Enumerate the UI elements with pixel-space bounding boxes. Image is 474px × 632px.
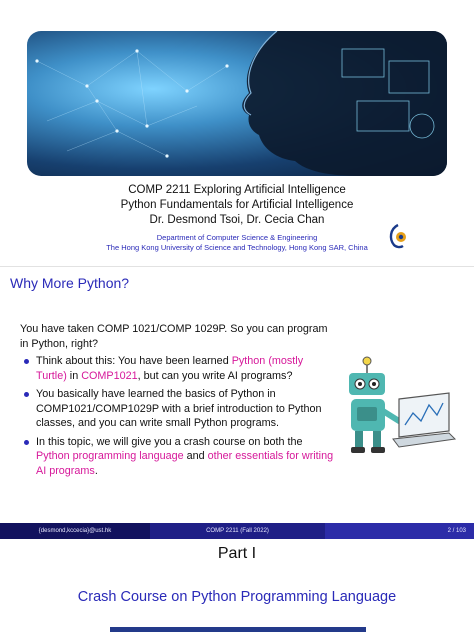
bullet-list bbox=[20, 354, 335, 478]
bullet-text: , but can you write AI programs? bbox=[137, 369, 293, 382]
course-title: COMP 2211 Exploring Artificial Intelligence bbox=[128, 184, 346, 196]
part-title: Part I bbox=[217, 545, 257, 562]
part-subtitle: Crash Course on Python Programming Language bbox=[77, 589, 397, 605]
bullet-icon bbox=[24, 440, 29, 445]
footer-authors: {desmond,kccecia}@ust.hk bbox=[0, 523, 150, 539]
authors: Dr. Desmond Tsoi, Dr. Cecia Chan bbox=[149, 214, 325, 226]
department: Department of Computer Science & Engineering bbox=[156, 233, 318, 242]
frame-title: Why More Python? bbox=[10, 275, 130, 291]
footer-course: COMP 2211 (Fall 2022) bbox=[150, 523, 325, 539]
highlight-python-turtle: Python (mostly Turtle) bbox=[36, 355, 304, 382]
highlight-comp1021: COMP1021 bbox=[81, 369, 138, 382]
bullet-text: You basically have learned the basics of Python in COMP1021/COMP1029P with a brief introduction to Python classes, and you can write small Python programs. bbox=[36, 388, 322, 429]
bullet-icon bbox=[24, 359, 29, 364]
next-slide-strip bbox=[110, 627, 366, 632]
bullet-text: . bbox=[94, 464, 98, 477]
title-slide bbox=[0, 0, 474, 262]
bullet-item bbox=[20, 435, 335, 479]
slide-body bbox=[20, 322, 335, 482]
bullet-text: and bbox=[183, 450, 208, 462]
bullet-text: In this topic, we will give you a crash course on both the bbox=[36, 435, 303, 448]
bullet-icon bbox=[24, 392, 29, 397]
part-slide bbox=[0, 541, 474, 632]
robot-laptop-icon bbox=[337, 355, 457, 465]
highlight-python-language: Python programming language bbox=[36, 450, 184, 462]
bullet-item bbox=[20, 354, 335, 383]
bullet-item bbox=[20, 387, 335, 431]
bullet-text: Think about this: You have been learned bbox=[36, 355, 232, 367]
bullet-text: in bbox=[66, 369, 82, 382]
topic-title: Python Fundamentals for Artificial Intelligence bbox=[120, 199, 354, 211]
hkust-logo-icon bbox=[386, 223, 410, 249]
highlight-ai-essentials: other essentials for writing AI programs bbox=[36, 450, 334, 477]
ai-banner-image bbox=[27, 31, 447, 176]
university: The Hong Kong University of Science and Technology, Hong Kong SAR, China bbox=[106, 243, 368, 252]
intro-text: You have taken COMP 1021/COMP 1029P. So you can program in Python, right? bbox=[20, 323, 328, 350]
slide-footer bbox=[0, 523, 474, 539]
title-block bbox=[0, 183, 474, 228]
content-slide bbox=[0, 266, 474, 539]
footer-page-number: 2 / 103 bbox=[325, 523, 474, 539]
